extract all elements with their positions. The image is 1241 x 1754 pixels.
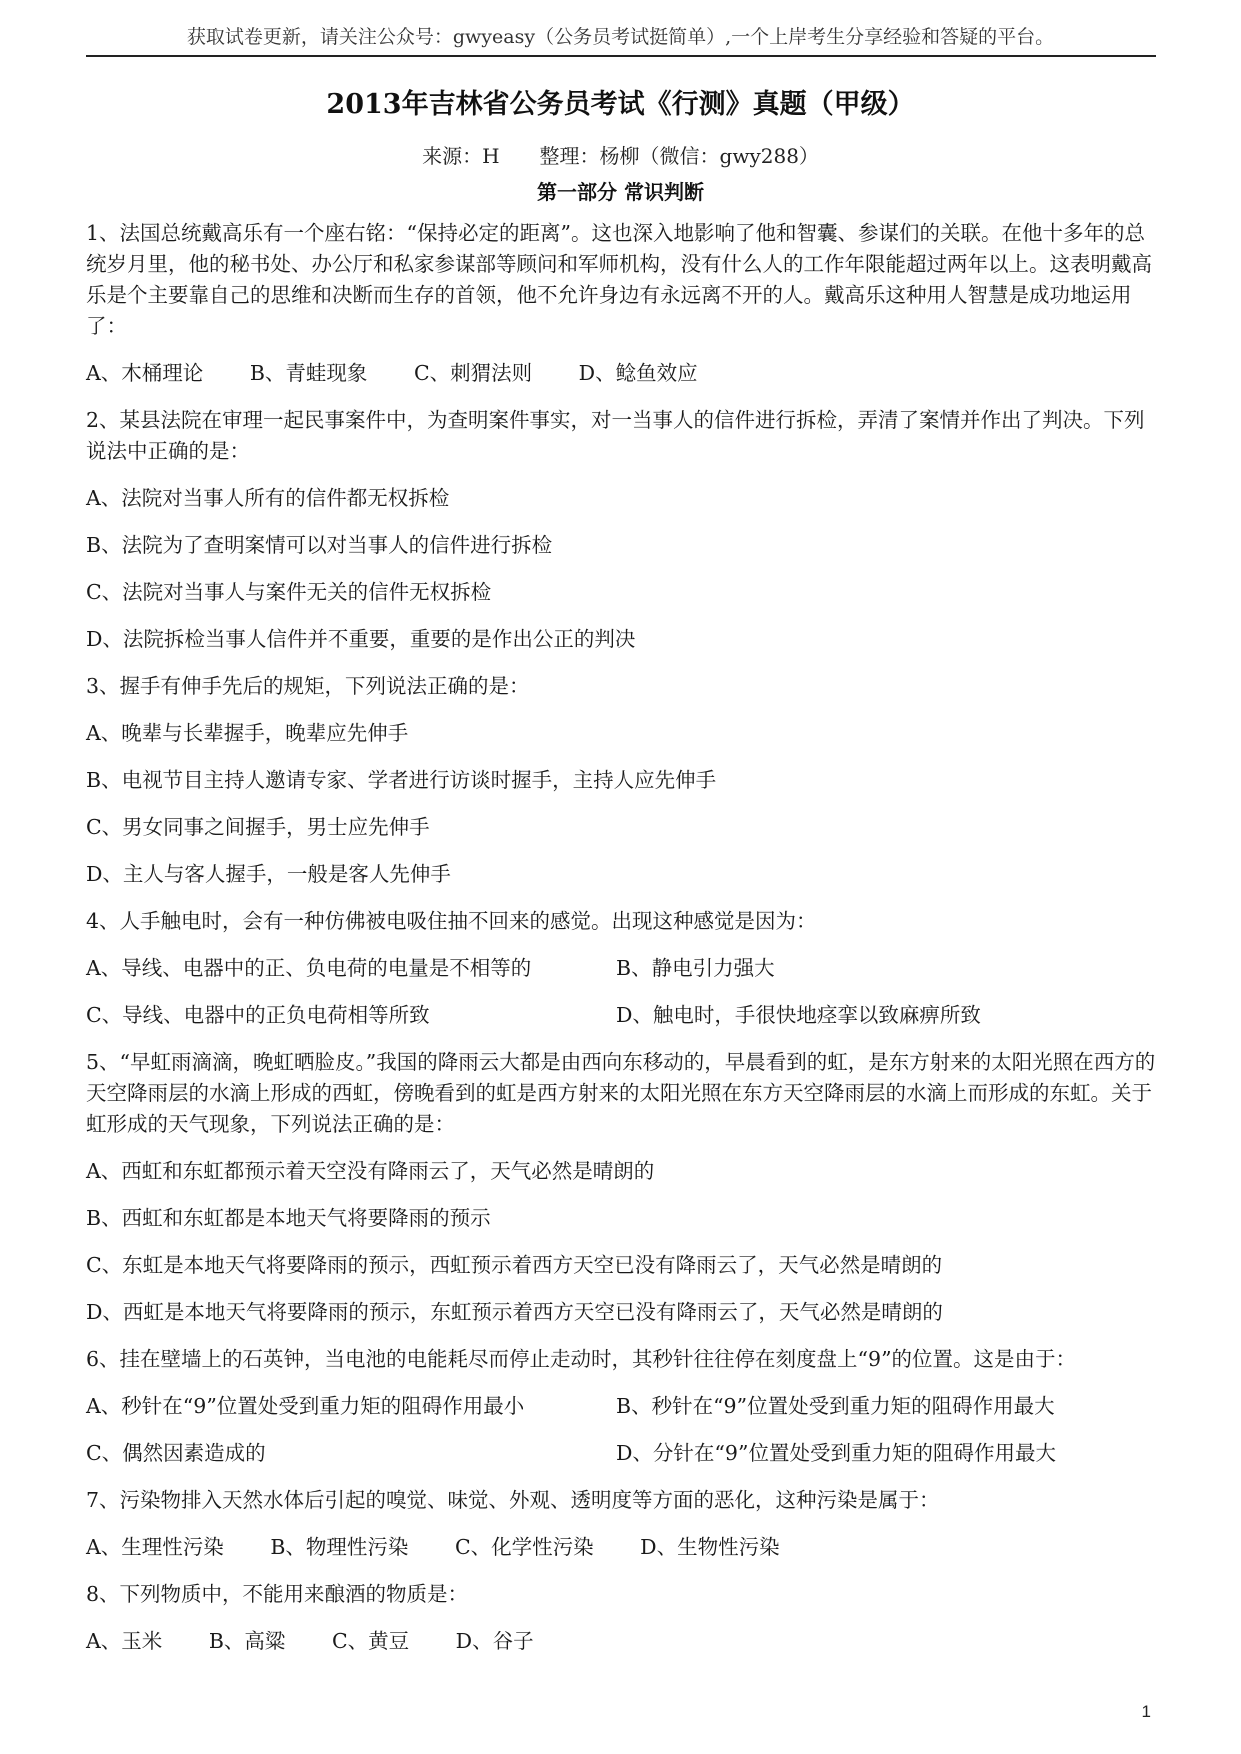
option-5a: A、西虹和东虹都预示着天空没有降雨云了，天气必然是晴朗的 (86, 1159, 655, 1183)
option-7a: A、生理性污染 (86, 1535, 224, 1559)
question-5: 5、“早虹雨滴滴，晚虹晒脸皮。”我国的降雨云大都是由西向东移动的，早晨看到的虹，是东方射来的太阳光照在西方的天空降雨层的水滴上形成的西虹，傍晚看到的虹是西方射来的太阳光照在东方天空降雨层的水滴上而形成的东虹。关于虹形成的天气现象，下列说法正确的是： (86, 1050, 1156, 1136)
question-4: 4、人手触电时，会有一种仿佛被电吸住抽不回来的感觉。出现这种感觉是因为： (86, 909, 817, 933)
option-3a: A、晚辈与长辈握手，晚辈应先伸手 (86, 721, 409, 745)
page-number: 1 (1141, 1702, 1151, 1721)
option-8d: D、谷子 (455, 1629, 534, 1653)
option-3c: C、男女同事之间握手，男士应先伸手 (86, 815, 430, 839)
header-note: 获取试卷更新，请关注公众号：gwyeasy（公务员考试挺简单）,一个上岸考生分享经验和答疑的平台。 (186, 26, 1055, 48)
option-4c: C、导线、电器中的正负电荷相等所致 (86, 1003, 430, 1027)
question-8-options (86, 1626, 1158, 1657)
question-4-options-row-2 (86, 1000, 1158, 1031)
option-7c: C、化学性污染 (454, 1535, 594, 1559)
option-3b: B、电视节目主持人邀请专家、学者进行访谈时握手，主持人应先伸手 (86, 768, 717, 792)
option-3d: D、主人与客人握手，一般是客人先伸手 (86, 862, 451, 886)
option-6a: A、秒针在“9”位置处受到重力矩的阻碍作用最小 (86, 1394, 525, 1418)
source-line: 来源：H 整理：杨柳（微信：gwy288） (422, 144, 819, 168)
section-heading: 第一部分 常识判断 (537, 180, 704, 204)
option-1c: C、刺猬法则 (413, 361, 533, 385)
option-1d: D、鲶鱼效应 (578, 361, 698, 385)
option-6c: C、偶然因素造成的 (86, 1441, 266, 1465)
question-6-options-row-2 (86, 1438, 1158, 1469)
option-7d: D、生物性污染 (640, 1535, 780, 1559)
option-8b: B、高粱 (208, 1629, 286, 1653)
option-4b: B、静电引力强大 (616, 956, 775, 980)
question-6-options-row-1 (86, 1391, 1158, 1422)
option-2a: A、法院对当事人所有的信件都无权拆检 (86, 486, 450, 510)
option-5c: C、东虹是本地天气将要降雨的预示，西虹预示着西方天空已没有降雨云了，天气必然是晴朗的 (86, 1253, 943, 1277)
question-8: 8、下列物质中，不能用来酿酒的物质是： (86, 1582, 469, 1606)
option-5d: D、西虹是本地天气将要降雨的预示，东虹预示着西方天空已没有降雨云了，天气必然是晴朗的 (86, 1300, 943, 1324)
question-4-options-row-1 (86, 953, 1158, 984)
question-3: 3、握手有伸手先后的规矩，下列说法正确的是： (86, 674, 530, 698)
page-title: 2013年吉林省公务员考试《行测》真题（甲级） (326, 89, 915, 120)
question-2: 2、某县法院在审理一起民事案件中，为查明案件事实，对一当事人的信件进行拆检，弄清了案情并作出了判决。下列说法中正确的是： (86, 408, 1145, 463)
option-1b: B、青蛙现象 (249, 361, 368, 385)
question-1-options (86, 358, 1158, 389)
option-6d: D、分针在“9”位置处受到重力矩的阻碍作用最大 (616, 1441, 1056, 1465)
option-8a: A、玉米 (86, 1629, 163, 1653)
option-5b: B、西虹和东虹都是本地天气将要降雨的预示 (86, 1206, 491, 1230)
question-1: 1、法国总统戴高乐有一个座右铭：“保持必定的距离”。这也深入地影响了他和智囊、参谋们的关联。在他十多年的总统岁月里，他的秘书处、办公厅和私家参谋部等顾问和军师机构，没有什么人的工作年限能超过两年以上。这表明戴高乐是个主要靠自己的思维和决断而生存的首领，他不允许身边有永远离不开的人。戴高乐这种用人智慧是成功地运用了： (86, 221, 1152, 338)
option-4d: D、触电时，手很快地痉挛以致麻痹所致 (616, 1003, 981, 1027)
option-7b: B、物理性污染 (270, 1535, 409, 1559)
question-list (86, 218, 1158, 1673)
option-6b: B、秒针在“9”位置处受到重力矩的阻碍作用最大 (616, 1394, 1055, 1418)
question-7: 7、污染物排入天然水体后引起的嗅觉、味觉、外观、透明度等方面的恶化，这种污染是属于： (86, 1488, 940, 1512)
question-7-options (86, 1532, 1158, 1563)
option-4a: A、导线、电器中的正、负电荷的电量是不相等的 (86, 956, 532, 980)
option-2b: B、法院为了查明案情可以对当事人的信件进行拆检 (86, 533, 553, 557)
option-2d: D、法院拆检当事人信件并不重要，重要的是作出公正的判决 (86, 627, 636, 651)
question-6: 6、挂在壁墙上的石英钟，当电池的电能耗尽而停止走动时，其秒针往往停在刻度盘上“9”的位置。这是由于： (86, 1347, 1077, 1371)
option-8c: C、黄豆 (331, 1629, 410, 1653)
option-1a: A、木桶理论 (86, 361, 204, 385)
option-2c: C、法院对当事人与案件无关的信件无权拆检 (86, 580, 492, 604)
header-divider (86, 55, 1156, 57)
